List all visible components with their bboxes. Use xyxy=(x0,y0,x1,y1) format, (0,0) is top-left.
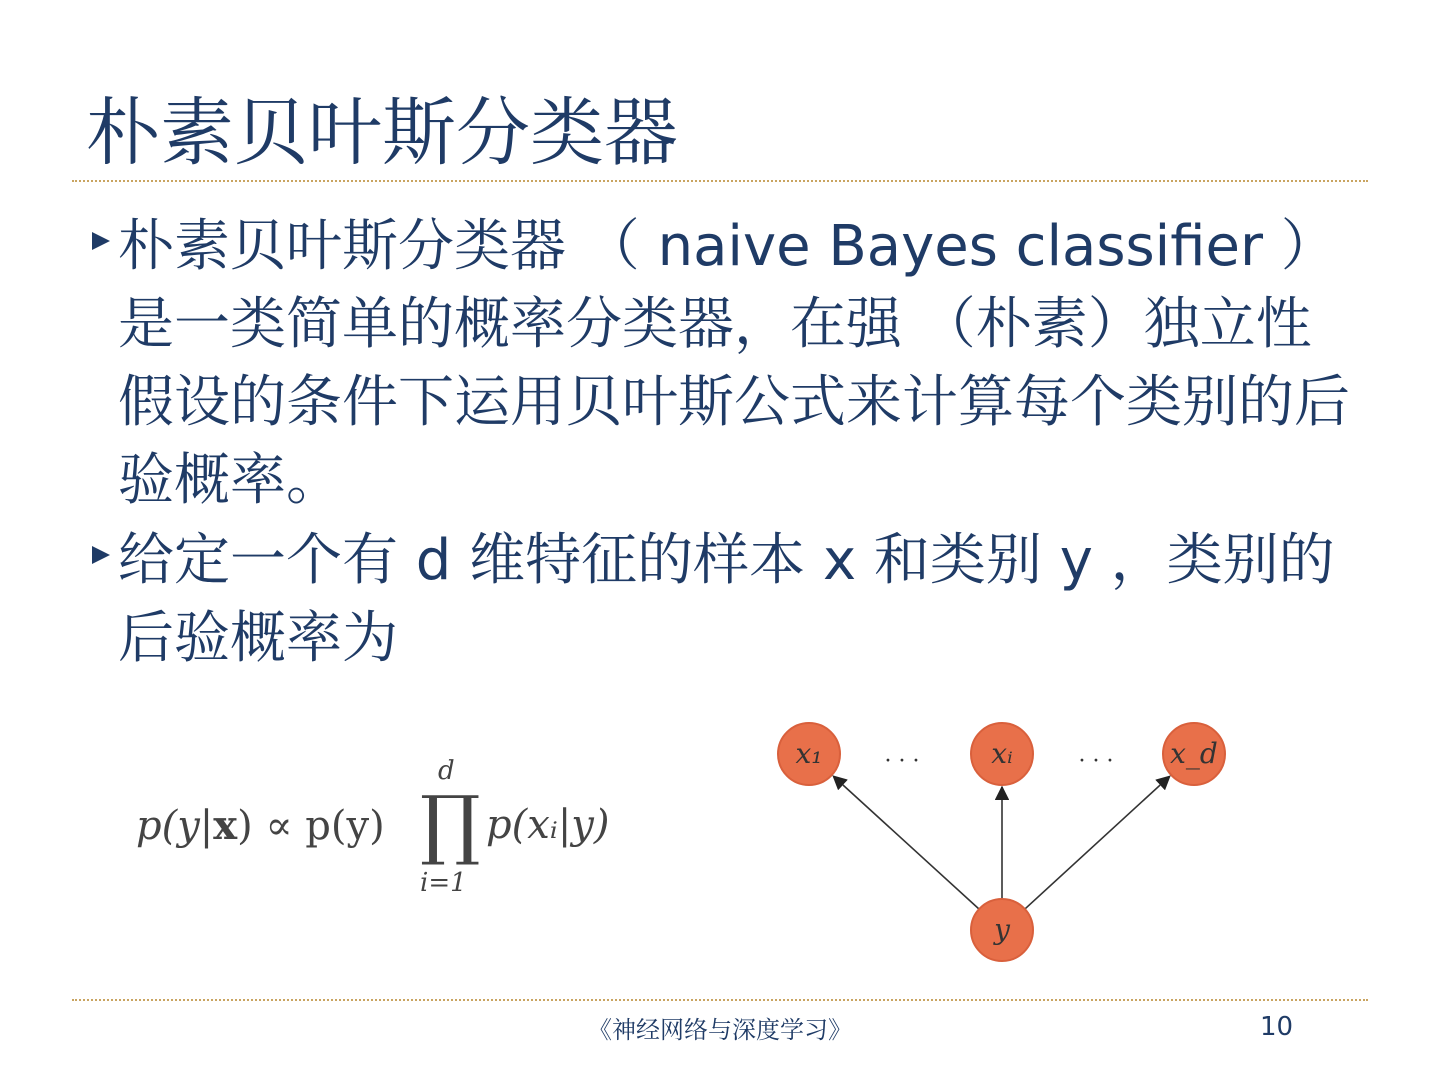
product-symbol: ∏ xyxy=(420,779,481,868)
node-label-xd: x_d xyxy=(1170,737,1218,770)
ellipsis-right: · · · xyxy=(1078,749,1114,774)
node-label-x1: x₁ xyxy=(795,737,823,770)
bullet-item xyxy=(88,208,1358,520)
formula-proportional: ) ∝ p(y) xyxy=(237,803,385,849)
footer-divider xyxy=(72,999,1368,1001)
product-upper-limit: d xyxy=(438,756,455,786)
bullet-list xyxy=(88,208,1358,680)
node-label-xi: xᵢ xyxy=(991,737,1013,770)
formula-bold-x: x xyxy=(213,802,238,849)
bullet-text: 朴素贝叶斯分类器 （ naive Bayes classifier ） 是一类简单的概率分类器，在强 （朴素）独立性假设的条件下运用贝叶斯公式来计算每个类别的后验概率。 xyxy=(118,214,1350,513)
triangle-bullet-icon xyxy=(92,546,110,564)
ellipsis-left: · · · xyxy=(884,749,920,774)
footer-book-title: 《神经网络与深度学习》 xyxy=(588,1016,852,1044)
title-divider xyxy=(72,180,1368,182)
slide-title: 朴素贝叶斯分类器 xyxy=(86,90,678,176)
node-label-y: y xyxy=(994,913,1010,946)
bullet-text: 给定一个有 d 维特征的样本 x 和类别 y ，类别的后验概率为 xyxy=(118,528,1335,671)
bullet-item xyxy=(88,522,1358,678)
formula-likelihood: p(xᵢ|y) xyxy=(486,802,610,848)
triangle-bullet-icon xyxy=(92,232,110,250)
naive-bayes-graph xyxy=(760,700,1260,980)
posterior-formula xyxy=(136,756,656,896)
formula-lhs-text: p(y| xyxy=(136,803,214,849)
page-number: 10 xyxy=(1260,1012,1294,1042)
edge-y-to-x1 xyxy=(833,776,979,909)
formula-lhs xyxy=(136,802,385,849)
edge-y-to-xd xyxy=(1025,776,1170,909)
product-lower-limit: i=1 xyxy=(420,868,467,898)
